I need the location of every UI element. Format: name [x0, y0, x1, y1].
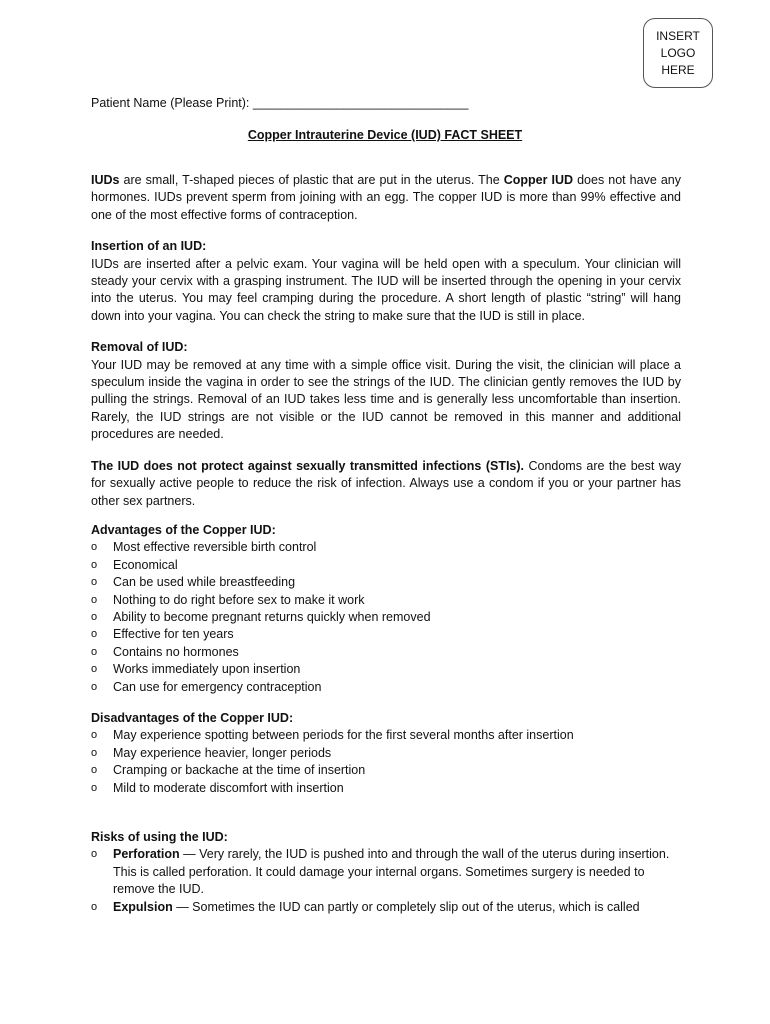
advantages-heading: Advantages of the Copper IUD: [91, 522, 276, 537]
risk-term-perforation: Perforation [113, 847, 180, 862]
intro-text-2: does not have any hormones. IUDs prevent sperm from joining with an egg. The copper IUD is more than 99% effective and one of the most effective forms of contraception. [91, 173, 681, 222]
list-item-text: Ability to become pregnant returns quickly when removed [113, 609, 431, 624]
list-item-text: Most effective reversible birth control [113, 540, 317, 555]
bullet-icon: o [91, 645, 98, 658]
list-item-text: May experience spotting between periods for the first several months after insertion [113, 728, 574, 743]
list-item-text: Can use for emergency contraception [113, 679, 322, 694]
bullet-icon: o [91, 593, 98, 606]
bullet-icon: o [91, 848, 98, 861]
list-item [91, 780, 681, 797]
sti-paragraph [91, 458, 681, 510]
list-item [91, 592, 681, 609]
list-item-text: Can be used while breastfeeding [113, 575, 296, 590]
sti-bold: The IUD does not protect against sexually transmitted infections (STIs). [91, 458, 525, 473]
list-item-text: May experience heavier, longer periods [113, 745, 332, 760]
sti-text: Condoms are the best way for sexually active people to reduce the risk of infection. Always use a condom if you or your partner has other sex partners. [91, 458, 681, 508]
list-item [91, 762, 681, 779]
logo-text-line3: HERE [661, 62, 695, 77]
intro-text-1: are small, T-shaped pieces of plastic that are put in the uterus. The [119, 173, 504, 187]
bullet-icon: o [91, 558, 98, 571]
list-item [91, 727, 681, 744]
list-item-text: Effective for ten years [113, 627, 234, 642]
bullet-icon: o [91, 729, 98, 742]
list-item [91, 626, 681, 643]
fact-sheet-body [91, 172, 681, 916]
risks-heading: Risks of using the IUD: [91, 830, 228, 844]
patient-name-field[interactable] [91, 96, 468, 110]
list-item [91, 661, 681, 678]
logo-text-line1: INSERT [656, 28, 700, 43]
list-item [91, 574, 681, 591]
list-item-text: Nothing to do right before sex to make it work [113, 592, 365, 607]
bullet-icon: o [91, 541, 98, 554]
intro-bold-iuds: IUDs [91, 173, 120, 187]
risk-text-perforation: — Very rarely, the IUD is pushed into and through the wall of the uterus during insertion. This is called perforation. It could damage your internal organs. Sometimes surgery is needed to remove the IUD. [113, 847, 670, 897]
list-item-text: Works immediately upon insertion [113, 662, 301, 677]
list-item-text: Contains no hormones [113, 644, 239, 659]
list-item [91, 609, 681, 626]
list-item [91, 539, 681, 556]
list-item-text: Economical [113, 557, 178, 572]
insertion-paragraph: IUDs are inserted after a pelvic exam. Your vagina will be held open with a speculum. Your clinician will steady your cervix with a grasping instrument. The IUD will be inserted through the opening in your cervix into the uterus. You may feel cramping during the procedure. A short length of plastic “string” will hang down into your vagina. You can check the string to make sure that the IUD is still in place. [91, 256, 681, 323]
list-item [91, 846, 681, 898]
list-item [91, 679, 681, 696]
logo-text-line2: LOGO [660, 45, 696, 60]
list-item-text: Mild to moderate discomfort with insertion [113, 780, 344, 795]
bullet-icon: o [91, 764, 98, 777]
list-item-text: Cramping or backache at the time of insertion [113, 763, 366, 778]
removal-paragraph: Your IUD may be removed at any time with a simple office visit. During the visit, the clinician will place a speculum inside the vagina in order to see the strings of the IUD. The clinician gently removes the IUD by pulling the strings. Removal of an IUD takes less time and is generally less uncomfortable than insertion. Rarely, the IUD strings are not visible or the IUD cannot be removed in this manner and additional procedures are needed. [91, 357, 681, 442]
advantages-list [91, 539, 681, 696]
bullet-icon: o [91, 610, 98, 623]
removal-heading: Removal of IUD: [91, 340, 188, 355]
risks-list [91, 846, 681, 916]
bullet-icon: o [91, 680, 98, 693]
bullet-icon: o [91, 628, 98, 641]
disadvantages-list [91, 727, 681, 797]
list-item [91, 557, 681, 574]
list-item [91, 745, 681, 762]
intro-bold-copper: Copper IUD [503, 173, 574, 187]
disadvantages-heading: Disadvantages of the Copper IUD: [91, 710, 294, 725]
risk-text-expulsion: — Sometimes the IUD can partly or completely slip out of the uterus, which is called [172, 899, 640, 914]
logo-placeholder [643, 18, 713, 88]
bullet-icon: o [91, 781, 98, 794]
bullet-icon: o [91, 576, 98, 589]
page-title: Copper Intrauterine Device (IUD) FACT SHEET [247, 128, 523, 142]
risk-term-expulsion: Expulsion [113, 899, 173, 914]
patient-name-blank[interactable]: _______________________________ [252, 96, 469, 110]
bullet-icon: o [91, 746, 98, 759]
insertion-heading: Insertion of an IUD: [91, 239, 207, 254]
intro-paragraph [91, 172, 681, 224]
list-item [91, 644, 681, 661]
patient-name-label: Patient Name (Please Print): [91, 96, 250, 110]
bullet-icon: o [91, 900, 98, 913]
list-item [91, 899, 681, 916]
bullet-icon: o [91, 663, 98, 676]
